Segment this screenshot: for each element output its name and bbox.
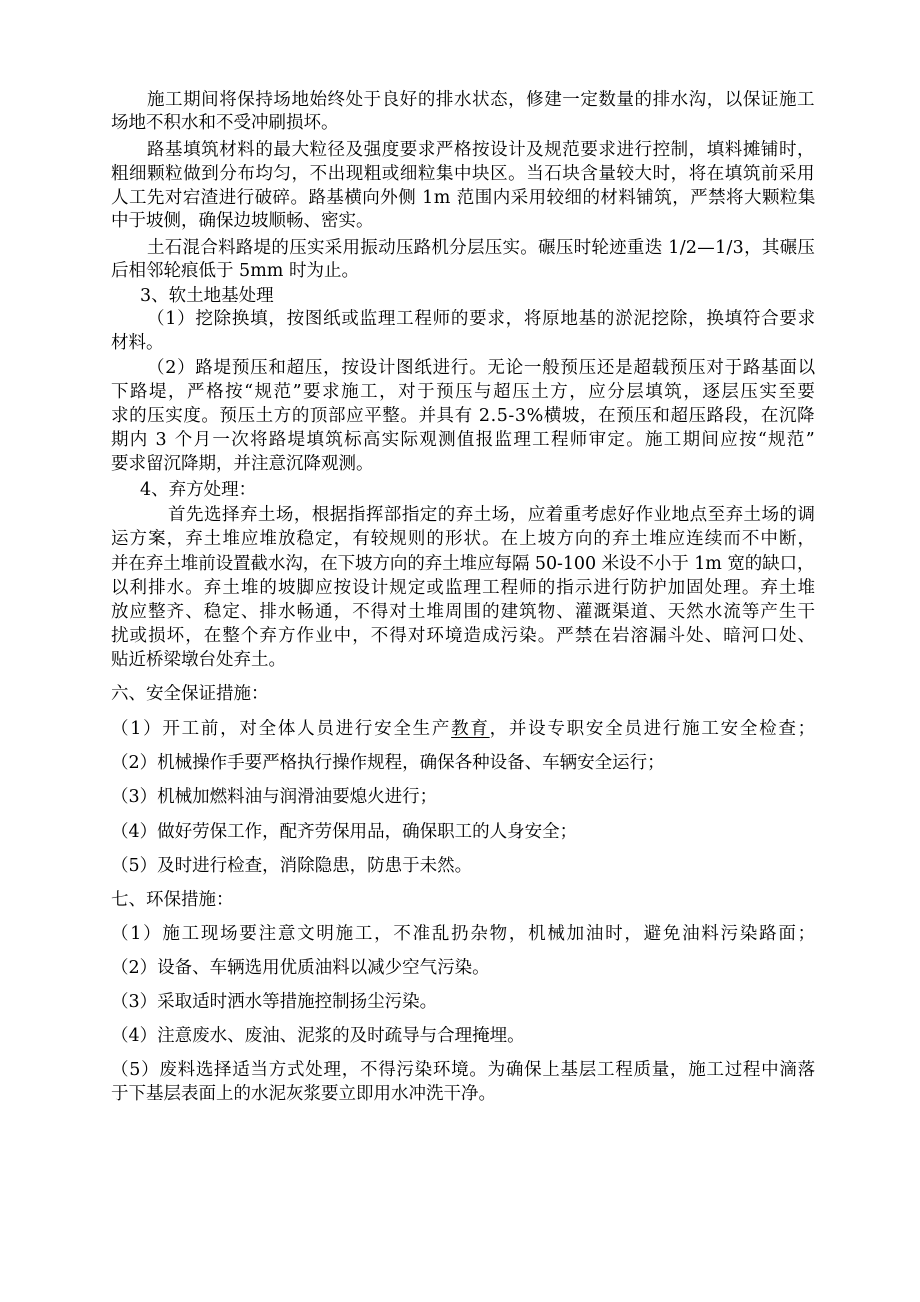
section7-heading: 七、环保措施： xyxy=(111,890,234,910)
para1-line-1: 施工期间将保持场地始终处于良好的排水状态，修建一定数量的排水沟，以保证施工 xyxy=(147,90,816,110)
section7-item5-line-2: 于下基层表面上的水泥灰浆要立即用水冲洗干净。 xyxy=(111,1084,496,1104)
section3-heading: 3、软土地基处理 xyxy=(140,286,274,306)
section7-item5-line-1: （5）废料选择适当方式处理，不得污染环境。为确保上基层工程质量，施工过程中滴落 xyxy=(111,1060,816,1080)
section4-line-6: 扰或损坏，在整个弃方作业中，不得对环境造成污染。严禁在岩溶漏斗处、暗河口处、 xyxy=(111,626,817,646)
section3-item2-line-5: 要求留沉降期，并注意沉降观测。 xyxy=(111,454,374,474)
section6-item1-underlined: 教育 xyxy=(451,719,490,739)
section6-item5: （5）及时进行检查，消除隐患，防患于未然。 xyxy=(111,856,473,876)
section4-line-5: 放应整齐、稳定、排水畅通，不得对土堆周围的建筑物、灌溉渠道、天然水流等产生干 xyxy=(111,602,817,622)
para1-line-2: 场地不积水和不受冲刷损坏。 xyxy=(111,113,339,133)
section7-item4: （4）注意废水、废油、泥浆的及时疏导与合理掩埋。 xyxy=(111,1026,525,1046)
para2-line-2: 粗细颗粒做到分布均匀，不出现粗或细粒集中块区。当石块含量较大时，将在填筑前采用 xyxy=(111,164,816,184)
section4-line-7: 贴近桥梁墩台处弃土。 xyxy=(111,650,286,670)
section6-heading: 六、安全保证措施： xyxy=(111,684,269,704)
section3-item2-line-1: （2）路堤预压和超压，按设计图纸进行。无论一般预压还是超载预压对于路基面以 xyxy=(147,358,816,378)
section6-item3: （3）机械加燃料油与润滑油要熄火进行； xyxy=(111,787,438,807)
section3-item2-line-2: 下路堤，严格按“规范”要求施工，对于预压与超压土方，应分层填筑，逐层压实至要 xyxy=(111,382,817,402)
para3-line-1: 土石混合料路堤的压实采用振动压路机分层压实。碾压时轮迹重迭 1/2—1/3，其碾压 xyxy=(147,238,816,258)
section3-item1-line-1: （1）挖除换填，按图纸或监理工程师的要求，将原地基的淤泥挖除，换填符合要求 xyxy=(147,309,816,329)
section6-item1 xyxy=(111,717,817,741)
section4-line-1: 首先选择弃土场，根据指挥部指定的弃土场，应着重考虑好作业地点至弃土场的调 xyxy=(168,505,816,525)
para3-line-2: 后相邻轮痕低于 5mm 时为止。 xyxy=(111,261,359,281)
section6-item1-before: （1）开工前，对全体人员进行安全生产 xyxy=(111,719,452,739)
section7-item3: （3）采取适时洒水等措施控制扬尘污染。 xyxy=(111,992,438,1012)
para2-line-1: 路基填筑材料的最大粒径及强度要求严格按设计及规范要求进行控制，填料摊铺时， xyxy=(147,140,816,160)
section4-line-4: 以利排水。弃土堆的坡脚应按设计规定或监理工程师的指示进行防护加固处理。弃土堆 xyxy=(111,578,817,598)
section7-item2: （2）设备、车辆选用优质油料以减少空气污染。 xyxy=(111,958,490,978)
para2-line-3: 人工先对宕渣进行破碎。路基横向外侧 1m 范围内采用较细的材料铺筑，严禁将大颗粒集 xyxy=(111,188,816,208)
section4-heading: 4、弃方处理： xyxy=(140,480,257,500)
section6-item4: （4）做好劳保工作，配齐劳保用品，确保职工的人身安全； xyxy=(111,822,578,842)
section3-item2-line-3: 求的压实度。预压土方的顶部应平整。并具有 2.5-3%横坡，在预压和超压路段，在沉降 xyxy=(111,406,816,426)
section3-item2-line-4: 期内 3 个月一次将路堤填筑标高实际观测值报监理工程师审定。施工期间应按“规范” xyxy=(111,430,816,450)
section3-item1-line-2: 材料。 xyxy=(111,333,164,353)
section4-line-2: 运方案，弃土堆应堆放稳定，有较规则的形状。在上坡方向的弃土堆应连续而不中断， xyxy=(111,529,817,549)
section4-line-3: 并在弃土堆前设置截水沟，在下坡方向的弃土堆应每隔 50-100 米设不小于 1m 宽的缺口， xyxy=(111,554,815,574)
section6-item1-after: ，并设专职安全员进行施工安全检查； xyxy=(489,719,817,739)
para2-line-4: 中于坡侧，确保边坡顺畅、密实。 xyxy=(111,211,374,231)
section7-item1: （1）施工现场要注意文明施工，不准乱扔杂物，机械加油时，避免油料污染路面； xyxy=(111,924,817,944)
section6-item2: （2）机械操作手要严格执行操作规程，确保各种设备、车辆安全运行； xyxy=(111,753,665,773)
